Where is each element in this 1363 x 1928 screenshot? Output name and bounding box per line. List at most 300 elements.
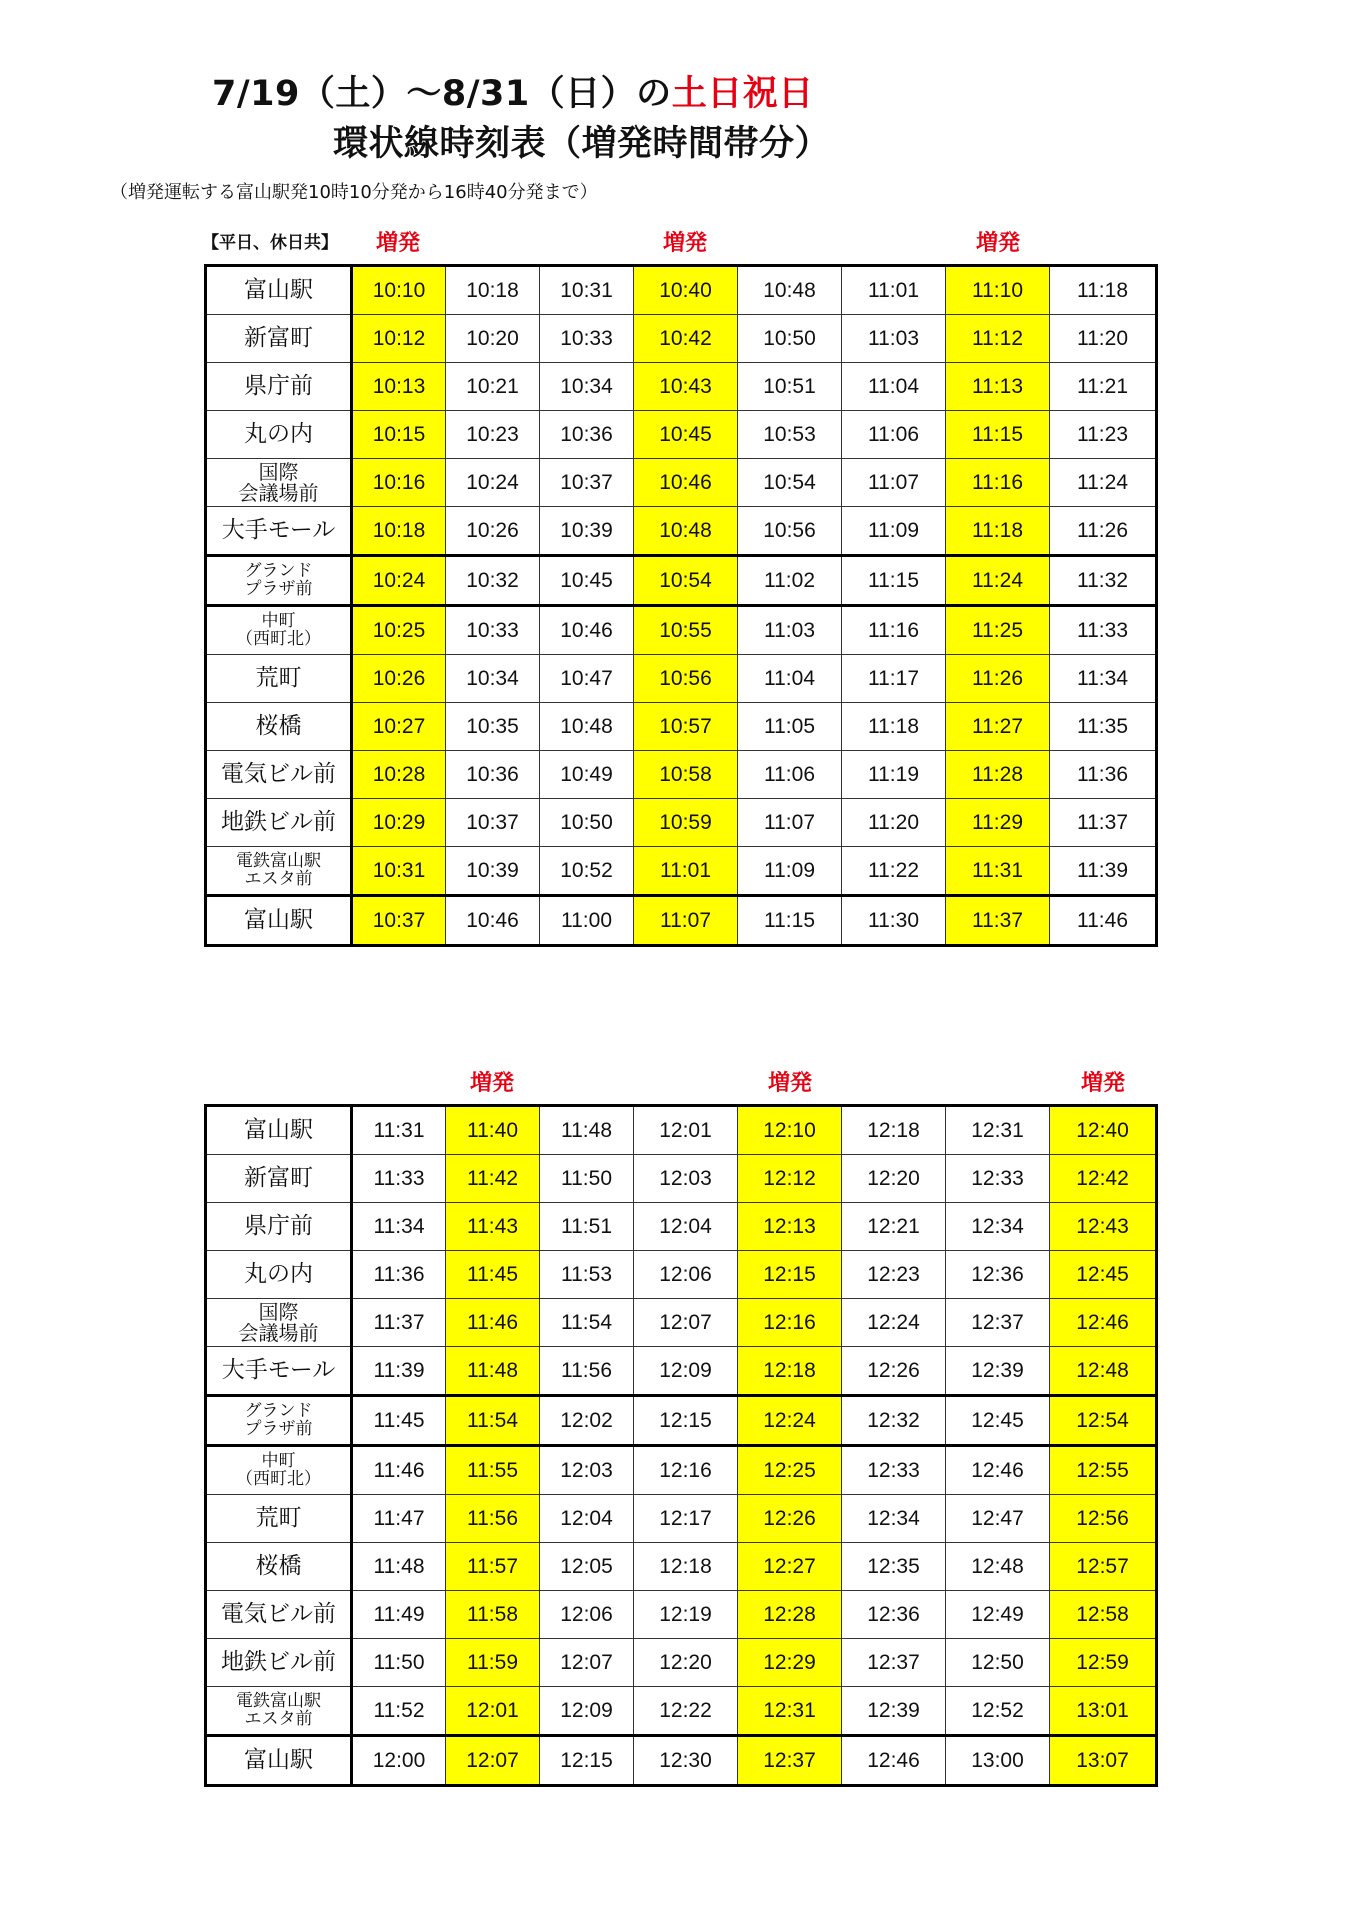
departure-time: 10:54 (738, 459, 842, 507)
departure-time: 11:50 (352, 1639, 446, 1687)
departure-time: 12:23 (842, 1251, 946, 1299)
extra-departure-time: 12:01 (446, 1687, 540, 1736)
station-name-line: プラザ前 (244, 1418, 313, 1439)
extra-departure-time: 10:26 (352, 655, 446, 703)
extra-departure-time: 12:26 (738, 1495, 842, 1543)
title-holiday: 土日祝日 (671, 74, 814, 114)
departure-time: 11:46 (1050, 896, 1157, 946)
table-row (206, 1446, 1157, 1495)
station-name (206, 1736, 352, 1786)
timetable-1 (204, 264, 1158, 947)
departure-time: 11:33 (1050, 606, 1157, 655)
station-name-line: 丸の内 (244, 1261, 313, 1288)
station-name (206, 1591, 352, 1639)
extra-departure-time: 12:46 (1050, 1299, 1157, 1347)
departure-time: 12:39 (842, 1687, 946, 1736)
station-name-line: （西町北） (236, 1468, 321, 1489)
extra-departure-time: 10:46 (634, 459, 738, 507)
legend-label: 【平日、休日共】 (202, 233, 338, 253)
departure-time: 11:50 (540, 1155, 634, 1203)
departure-time: 12:37 (946, 1299, 1050, 1347)
departure-time: 11:07 (842, 459, 946, 507)
departure-time: 11:31 (352, 1106, 446, 1155)
departure-time: 13:00 (946, 1736, 1050, 1786)
extra-departure-time: 11:57 (446, 1543, 540, 1591)
departure-time: 11:34 (1050, 655, 1157, 703)
table-row (206, 1203, 1157, 1251)
table-row (206, 1687, 1157, 1736)
departure-time: 11:39 (352, 1347, 446, 1396)
departure-time: 11:21 (1050, 363, 1157, 411)
station-name-line: エスタ前 (244, 1708, 313, 1729)
departure-time: 10:33 (446, 606, 540, 655)
extra-service-label: 増発 (1080, 1071, 1126, 1096)
station-name-line: グランド (244, 560, 313, 581)
extra-departure-time: 12:42 (1050, 1155, 1157, 1203)
extra-departure-time: 11:24 (946, 556, 1050, 606)
departure-time: 12:21 (842, 1203, 946, 1251)
departure-time: 12:03 (634, 1155, 738, 1203)
departure-time: 12:03 (540, 1446, 634, 1495)
departure-time: 12:33 (946, 1155, 1050, 1203)
departure-time: 11:01 (842, 266, 946, 315)
departure-time: 11:52 (352, 1687, 446, 1736)
extra-departure-time: 10:56 (634, 655, 738, 703)
departure-time: 12:47 (946, 1495, 1050, 1543)
departure-time: 12:18 (842, 1106, 946, 1155)
departure-time: 12:16 (634, 1446, 738, 1495)
extra-departure-time: 10:24 (352, 556, 446, 606)
station-name-line: 中町 (261, 610, 296, 631)
departure-time: 11:09 (738, 847, 842, 896)
extra-departure-time: 11:37 (946, 896, 1050, 946)
table-row (206, 703, 1157, 751)
departure-time: 11:06 (842, 411, 946, 459)
departure-time: 12:30 (634, 1736, 738, 1786)
station-name (206, 1106, 352, 1155)
extra-service-label: 増発 (662, 231, 708, 256)
station-name (206, 507, 352, 556)
departure-time: 12:15 (634, 1396, 738, 1446)
departure-time: 11:30 (842, 896, 946, 946)
departure-time: 10:33 (540, 315, 634, 363)
table-row (206, 655, 1157, 703)
station-name (206, 1347, 352, 1396)
timetable-2 (204, 1104, 1158, 1787)
extra-departure-time: 12:37 (738, 1736, 842, 1786)
extra-departure-time: 12:15 (738, 1251, 842, 1299)
extra-departure-time: 11:56 (446, 1495, 540, 1543)
extra-service-label: 増発 (767, 1071, 813, 1096)
departure-time: 12:04 (540, 1495, 634, 1543)
departure-time: 11:53 (540, 1251, 634, 1299)
extra-departure-time: 11:58 (446, 1591, 540, 1639)
extra-departure-time: 12:57 (1050, 1543, 1157, 1591)
departure-time: 10:37 (540, 459, 634, 507)
departure-time: 12:50 (946, 1639, 1050, 1687)
extra-departure-time: 11:15 (946, 411, 1050, 459)
station-name (206, 799, 352, 847)
extra-departure-time: 11:13 (946, 363, 1050, 411)
departure-time: 10:46 (540, 606, 634, 655)
extra-departure-time: 11:45 (446, 1251, 540, 1299)
extra-departure-time: 11:48 (446, 1347, 540, 1396)
table-row (206, 363, 1157, 411)
departure-time: 11:54 (540, 1299, 634, 1347)
departure-time: 10:37 (446, 799, 540, 847)
station-name-line: 会議場前 (238, 480, 319, 505)
departure-time: 11:19 (842, 751, 946, 799)
departure-time: 11:23 (1050, 411, 1157, 459)
departure-time: 11:20 (842, 799, 946, 847)
extra-departure-time: 10:43 (634, 363, 738, 411)
departure-time: 11:32 (1050, 556, 1157, 606)
departure-time: 12:09 (634, 1347, 738, 1396)
extra-departure-time: 12:12 (738, 1155, 842, 1203)
table-row (206, 799, 1157, 847)
departure-time: 10:53 (738, 411, 842, 459)
station-name-line: 桜橋 (255, 713, 302, 740)
departure-time: 10:20 (446, 315, 540, 363)
extra-departure-time: 11:59 (446, 1639, 540, 1687)
departure-time: 11:56 (540, 1347, 634, 1396)
departure-time: 10:46 (446, 896, 540, 946)
departure-time: 12:17 (634, 1495, 738, 1543)
extra-departure-time: 12:58 (1050, 1591, 1157, 1639)
station-name-line: 富山駅 (244, 907, 313, 934)
departure-time: 11:48 (352, 1543, 446, 1591)
station-name (206, 751, 352, 799)
table-row (206, 1251, 1157, 1299)
station-name-line: 大手モール (221, 517, 336, 544)
departure-time: 11:45 (352, 1396, 446, 1446)
departure-time: 11:37 (1050, 799, 1157, 847)
departure-time: 10:21 (446, 363, 540, 411)
table-row (206, 1299, 1157, 1347)
extra-departure-time: 12:07 (446, 1736, 540, 1786)
departure-time: 12:46 (842, 1736, 946, 1786)
extra-departure-time: 10:45 (634, 411, 738, 459)
station-name (206, 1639, 352, 1687)
extra-departure-time: 12:28 (738, 1591, 842, 1639)
departure-time: 11:15 (842, 556, 946, 606)
station-name-line: 会議場前 (238, 1320, 319, 1345)
extra-departure-time: 10:42 (634, 315, 738, 363)
extra-departure-time: 12:54 (1050, 1396, 1157, 1446)
station-name (206, 1495, 352, 1543)
extra-departure-time: 10:48 (634, 507, 738, 556)
station-name-line: 荒町 (255, 1505, 302, 1532)
departure-time: 12:52 (946, 1687, 1050, 1736)
table-row (206, 1396, 1157, 1446)
extra-departure-time: 12:18 (738, 1347, 842, 1396)
table-row (206, 1495, 1157, 1543)
table-row (206, 411, 1157, 459)
extra-departure-time: 10:27 (352, 703, 446, 751)
table-row (206, 847, 1157, 896)
extra-departure-time: 11:31 (946, 847, 1050, 896)
extra-departure-time: 12:25 (738, 1446, 842, 1495)
departure-time: 12:36 (842, 1591, 946, 1639)
departure-time: 10:26 (446, 507, 540, 556)
extra-departure-time: 10:18 (352, 507, 446, 556)
extra-departure-time: 13:01 (1050, 1687, 1157, 1736)
extra-departure-time: 11:01 (634, 847, 738, 896)
station-name-line: 県庁前 (244, 1213, 313, 1240)
departure-time: 11:06 (738, 751, 842, 799)
extra-departure-time: 12:24 (738, 1396, 842, 1446)
extra-departure-time: 11:40 (446, 1106, 540, 1155)
departure-time: 10:39 (446, 847, 540, 896)
station-name (206, 896, 352, 946)
extra-departure-time: 10:58 (634, 751, 738, 799)
departure-time: 10:23 (446, 411, 540, 459)
departure-time: 12:48 (946, 1543, 1050, 1591)
station-name (206, 655, 352, 703)
departure-time: 12:46 (946, 1446, 1050, 1495)
extra-departure-time: 11:43 (446, 1203, 540, 1251)
station-name (206, 1687, 352, 1736)
station-name-line: 大手モール (221, 1357, 336, 1384)
station-name-line: 富山駅 (244, 1747, 313, 1774)
departure-time: 10:51 (738, 363, 842, 411)
departure-time: 12:18 (634, 1543, 738, 1591)
departure-time: 11:16 (842, 606, 946, 655)
departure-time: 11:34 (352, 1203, 446, 1251)
departure-time: 11:04 (738, 655, 842, 703)
station-name (206, 315, 352, 363)
departure-time: 10:36 (446, 751, 540, 799)
departure-time: 12:01 (634, 1106, 738, 1155)
departure-time: 12:34 (842, 1495, 946, 1543)
departure-time: 10:35 (446, 703, 540, 751)
departure-time: 12:06 (540, 1591, 634, 1639)
extra-departure-time: 10:29 (352, 799, 446, 847)
departure-time: 10:34 (540, 363, 634, 411)
departure-time: 12:26 (842, 1347, 946, 1396)
departure-time: 12:33 (842, 1446, 946, 1495)
departure-time: 12:22 (634, 1687, 738, 1736)
extra-departure-time: 12:56 (1050, 1495, 1157, 1543)
station-name (206, 847, 352, 896)
departure-time: 11:03 (842, 315, 946, 363)
departure-time: 10:18 (446, 266, 540, 315)
departure-time: 12:34 (946, 1203, 1050, 1251)
table-row (206, 896, 1157, 946)
departure-time: 12:36 (946, 1251, 1050, 1299)
departure-time: 12:35 (842, 1543, 946, 1591)
extra-departure-time: 11:27 (946, 703, 1050, 751)
departure-time: 11:03 (738, 606, 842, 655)
departure-time: 12:05 (540, 1543, 634, 1591)
station-name-line: 荒町 (255, 665, 302, 692)
station-name-line: 電鉄富山駅 (236, 850, 321, 871)
departure-time: 12:37 (842, 1639, 946, 1687)
station-name (206, 703, 352, 751)
extra-departure-time: 11:12 (946, 315, 1050, 363)
departure-time: 11:46 (352, 1446, 446, 1495)
departure-time: 12:49 (946, 1591, 1050, 1639)
station-name (206, 1299, 352, 1347)
station-name (206, 606, 352, 655)
departure-time: 12:06 (634, 1251, 738, 1299)
table-row (206, 556, 1157, 606)
departure-time: 10:52 (540, 847, 634, 896)
station-name (206, 1446, 352, 1495)
extra-departure-time: 12:40 (1050, 1106, 1157, 1155)
table-row (206, 751, 1157, 799)
table-row (206, 1347, 1157, 1396)
extra-departure-time: 11:29 (946, 799, 1050, 847)
station-name-line: 国際 (258, 1299, 299, 1324)
extra-departure-time: 10:13 (352, 363, 446, 411)
extra-departure-time: 11:16 (946, 459, 1050, 507)
departure-time: 10:36 (540, 411, 634, 459)
departure-time: 10:34 (446, 655, 540, 703)
station-name (206, 1251, 352, 1299)
extra-service-label: 増発 (975, 231, 1021, 256)
station-name-line: 丸の内 (244, 421, 313, 448)
departure-time: 11:07 (738, 799, 842, 847)
departure-time: 11:36 (352, 1251, 446, 1299)
station-name (206, 1203, 352, 1251)
extra-departure-time: 12:59 (1050, 1639, 1157, 1687)
departure-time: 10:48 (540, 703, 634, 751)
station-name (206, 411, 352, 459)
extra-departure-time: 12:45 (1050, 1251, 1157, 1299)
station-name-line: 地鉄ビル前 (221, 1649, 336, 1676)
extra-departure-time: 13:07 (1050, 1736, 1157, 1786)
table-row (206, 606, 1157, 655)
departure-time: 10:45 (540, 556, 634, 606)
station-name-line: 電気ビル前 (221, 761, 336, 788)
table-row (206, 1736, 1157, 1786)
table-row (206, 459, 1157, 507)
title-line-2: 環状線時刻表（増発時間帯分） (333, 124, 831, 164)
extra-departure-time: 11:10 (946, 266, 1050, 315)
departure-time: 11:02 (738, 556, 842, 606)
station-name-line: （西町北） (236, 628, 321, 649)
extra-departure-time: 10:59 (634, 799, 738, 847)
extra-departure-time: 11:25 (946, 606, 1050, 655)
extra-departure-time: 12:16 (738, 1299, 842, 1347)
extra-departure-time: 10:28 (352, 751, 446, 799)
station-name-line: 富山駅 (244, 277, 313, 304)
extra-departure-time: 11:26 (946, 655, 1050, 703)
departure-time: 11:49 (352, 1591, 446, 1639)
extra-departure-time: 11:55 (446, 1446, 540, 1495)
departure-time: 11:18 (842, 703, 946, 751)
station-name (206, 459, 352, 507)
extra-departure-time: 10:16 (352, 459, 446, 507)
extra-departure-time: 11:28 (946, 751, 1050, 799)
title-line-1 (212, 66, 814, 116)
departure-time: 11:09 (842, 507, 946, 556)
table-row (206, 1543, 1157, 1591)
departure-time: 12:00 (352, 1736, 446, 1786)
extra-departure-time: 10:12 (352, 315, 446, 363)
departure-time: 11:35 (1050, 703, 1157, 751)
table-row (206, 1155, 1157, 1203)
station-name-line: プラザ前 (244, 578, 313, 599)
departure-time: 11:00 (540, 896, 634, 946)
departure-time: 11:48 (540, 1106, 634, 1155)
departure-time: 10:49 (540, 751, 634, 799)
extra-departure-time: 10:31 (352, 847, 446, 896)
departure-time: 12:20 (842, 1155, 946, 1203)
station-name-line: 桜橋 (255, 1553, 302, 1580)
extra-departure-time: 12:48 (1050, 1347, 1157, 1396)
extra-departure-time: 10:37 (352, 896, 446, 946)
extra-departure-time: 10:25 (352, 606, 446, 655)
note-text: （増発運転する富山駅発10時10分発から16時40分発まで） (110, 182, 598, 203)
departure-time: 10:32 (446, 556, 540, 606)
station-name (206, 1396, 352, 1446)
extra-departure-time: 10:54 (634, 556, 738, 606)
station-name-line: 新富町 (244, 1165, 313, 1192)
departure-time: 11:20 (1050, 315, 1157, 363)
extra-departure-time: 10:55 (634, 606, 738, 655)
departure-time: 12:07 (634, 1299, 738, 1347)
station-name (206, 266, 352, 315)
departure-time: 11:36 (1050, 751, 1157, 799)
table-row (206, 315, 1157, 363)
departure-time: 11:15 (738, 896, 842, 946)
extra-departure-time: 11:46 (446, 1299, 540, 1347)
departure-time: 12:04 (634, 1203, 738, 1251)
station-name (206, 556, 352, 606)
extra-departure-time: 10:15 (352, 411, 446, 459)
departure-time: 10:50 (540, 799, 634, 847)
table-row (206, 1106, 1157, 1155)
title-dates: 7/19（土）～8/31（日）の (212, 74, 672, 114)
extra-departure-time: 12:10 (738, 1106, 842, 1155)
station-name-line: グランド (244, 1400, 313, 1421)
table-row (206, 1639, 1157, 1687)
departure-time: 12:09 (540, 1687, 634, 1736)
departure-time: 12:45 (946, 1396, 1050, 1446)
departure-time: 11:22 (842, 847, 946, 896)
station-name-line: 電気ビル前 (221, 1601, 336, 1628)
departure-time: 10:31 (540, 266, 634, 315)
departure-time: 11:18 (1050, 266, 1157, 315)
departure-time: 10:39 (540, 507, 634, 556)
extra-departure-time: 10:57 (634, 703, 738, 751)
extra-departure-time: 12:43 (1050, 1203, 1157, 1251)
departure-time: 11:05 (738, 703, 842, 751)
station-name-line: 県庁前 (244, 373, 313, 400)
departure-time: 12:15 (540, 1736, 634, 1786)
station-name-line: 富山駅 (244, 1117, 313, 1144)
departure-time: 11:37 (352, 1299, 446, 1347)
extra-departure-time: 10:10 (352, 266, 446, 315)
departure-time: 11:39 (1050, 847, 1157, 896)
departure-time: 12:20 (634, 1639, 738, 1687)
station-name (206, 1155, 352, 1203)
table-row (206, 1591, 1157, 1639)
departure-time: 11:04 (842, 363, 946, 411)
extra-departure-time: 11:54 (446, 1396, 540, 1446)
station-name-line: 国際 (258, 459, 299, 484)
departure-time: 12:02 (540, 1396, 634, 1446)
extra-departure-time: 12:31 (738, 1687, 842, 1736)
departure-time: 12:31 (946, 1106, 1050, 1155)
departure-time: 11:26 (1050, 507, 1157, 556)
departure-time: 11:33 (352, 1155, 446, 1203)
departure-time: 12:07 (540, 1639, 634, 1687)
departure-time: 10:56 (738, 507, 842, 556)
table-row (206, 507, 1157, 556)
